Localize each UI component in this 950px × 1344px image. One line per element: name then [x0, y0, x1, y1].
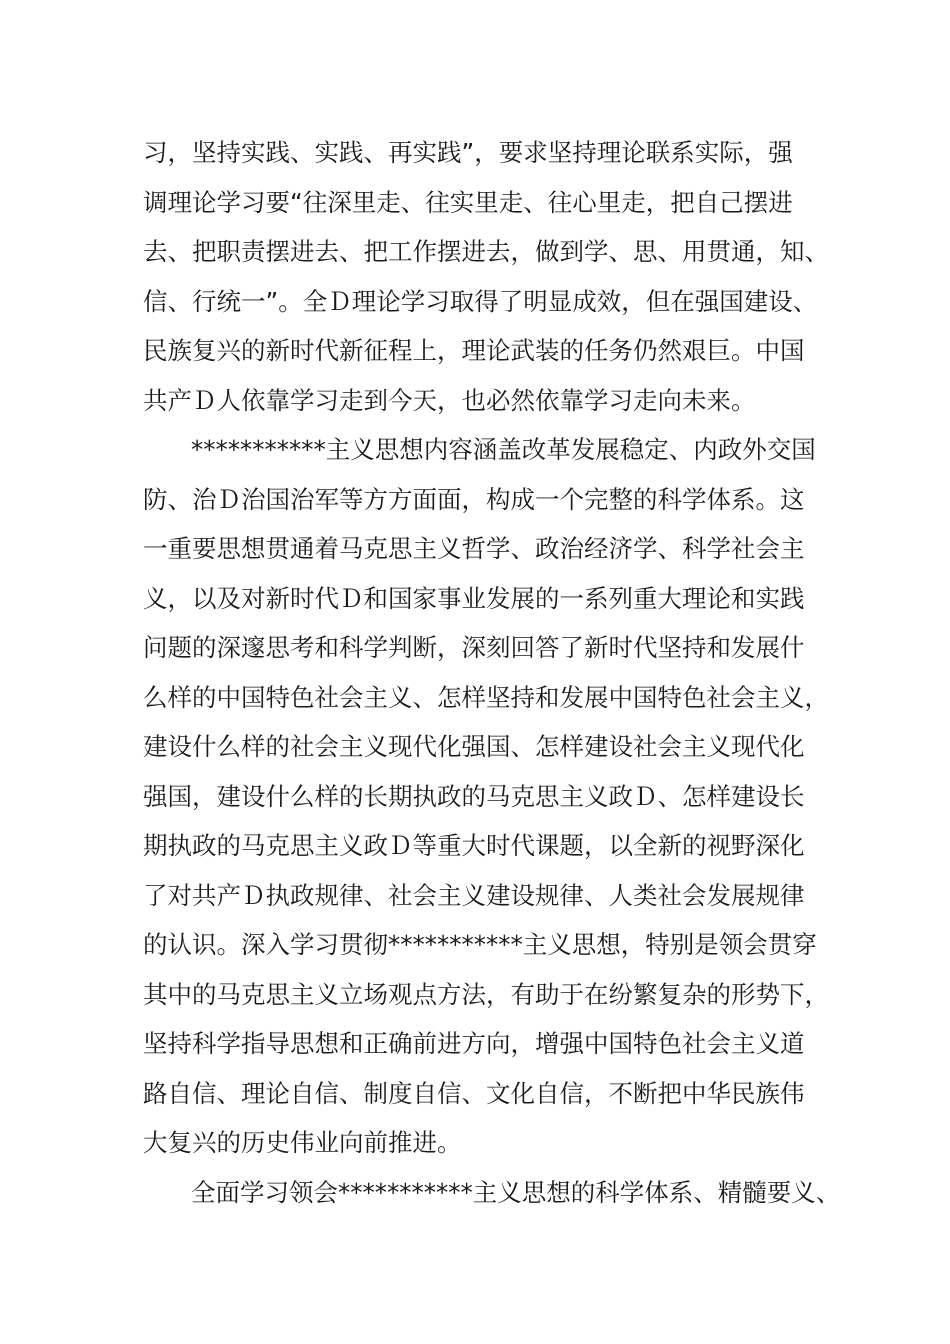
text-line: 信、行统一”。全Ｄ理论学习取得了明显成效，但在强国建设、: [143, 286, 818, 316]
text-line: 强国，建设什么样的长期执政的马克思主义政Ｄ、怎样建设长: [143, 781, 805, 811]
text-line: 一重要思想贯通着马克思主义哲学、政治经济学、科学社会主: [143, 534, 805, 563]
text-line: 的认识。深入学习贯彻***********主义思想，特别是领会贯穿: [143, 930, 817, 959]
text-line: 义，以及对新时代Ｄ和国家事业发展的一系列重大理论和实践: [143, 583, 805, 613]
text-line: 建设什么样的社会主义现代化强国、怎样建设社会主义现代化: [143, 732, 805, 761]
text-line: 路自信、理论自信、制度自信、文化自信，不断把中华民族伟: [143, 1078, 805, 1108]
paragraph-start-line: 全面学习领会***********主义思想的科学体系、精髓要义、: [191, 1177, 841, 1207]
paragraph-start-line: ***********主义思想内容涵盖改革发展稳定、内政外交国: [191, 435, 816, 464]
text-line: 调理论学习要“往深里走、往实里走、往心里走，把自己摆进: [143, 187, 793, 217]
text-line: 去、把职责摆进去、把工作摆进去，做到学、思、用贯通，知、: [143, 237, 829, 266]
text-line: 问题的深邃思考和科学判断，深刻回答了新时代坚持和发展什: [143, 633, 805, 662]
body-text: [143, 128, 841, 1217]
text-line: 防、治Ｄ治国治军等方方面面，构成一个完整的科学体系。这: [143, 484, 805, 514]
text-line: 其中的马克思主义立场观点方法，有助于在纷繁复杂的形势下，: [143, 979, 829, 1009]
text-line: 么样的中国特色社会主义、怎样坚持和发展中国特色社会主义，: [143, 682, 829, 712]
text-line: 民族复兴的新时代新征程上，理论武装的任务仍然艰巨。中国: [143, 336, 805, 365]
text-line: 期执政的马克思主义政Ｄ等重大时代课题，以全新的视野深化: [143, 831, 805, 860]
text-line: 坚持科学指导思想和正确前进方向，增强中国特色社会主义道: [143, 1029, 805, 1058]
text-line: 大复兴的历史伟业向前推进。: [143, 1128, 462, 1157]
text-line: 共产Ｄ人依靠学习走到今天，也必然依靠学习走向未来。: [143, 385, 756, 415]
text-line: 了对共产Ｄ执政规律、社会主义建设规律、人类社会发展规律: [143, 880, 805, 910]
text-line: 习，坚持实践、实践、再实践”，要求坚持理论联系实际，强: [143, 138, 793, 167]
